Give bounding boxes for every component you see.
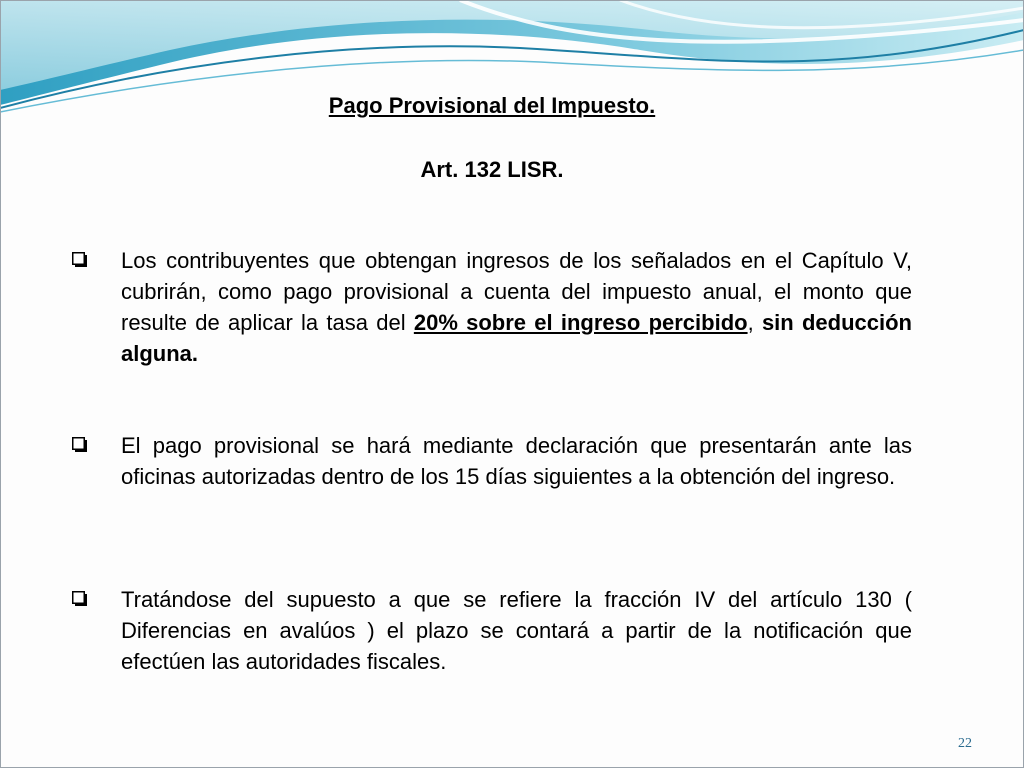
checkbox-icon [72, 252, 87, 267]
list-item-text: El pago provisional se hará mediante declaración que presentarán ante las oficinas autorizadas dentro de los 15 días siguientes a la obtención del ingreso. [121, 433, 912, 489]
list-item-text-part: Los contribuyentes que obtengan ingresos de los señalados en el Capítulo V, cubrirán, como pago provisional a cuenta del impuesto anual, el monto que resulte de aplicar la tasa del [121, 248, 912, 335]
list-item [72, 245, 912, 369]
highlight-no-deduction: sin deducción alguna. [121, 310, 912, 366]
list-item [72, 430, 912, 492]
list-item [72, 584, 912, 677]
list-item-text: Tratándose del supuesto a que se refiere la fracción IV del artículo 130 ( Diferencias en avalúos ) el plazo se contará a partir de la notificación que efectúen las autoridades fiscales. [121, 587, 912, 674]
page-title: Pago Provisional del Impuesto. [328, 93, 656, 118]
page-subtitle: Art. 132 LISR. [420, 157, 564, 182]
highlight-rate: 20% sobre el ingreso percibido [413, 310, 748, 335]
checkbox-icon [72, 437, 87, 452]
list-item-text-part: , [747, 310, 762, 335]
checkbox-icon [72, 591, 87, 606]
page-number: 22 [958, 736, 972, 751]
list-item-text [121, 245, 912, 369]
